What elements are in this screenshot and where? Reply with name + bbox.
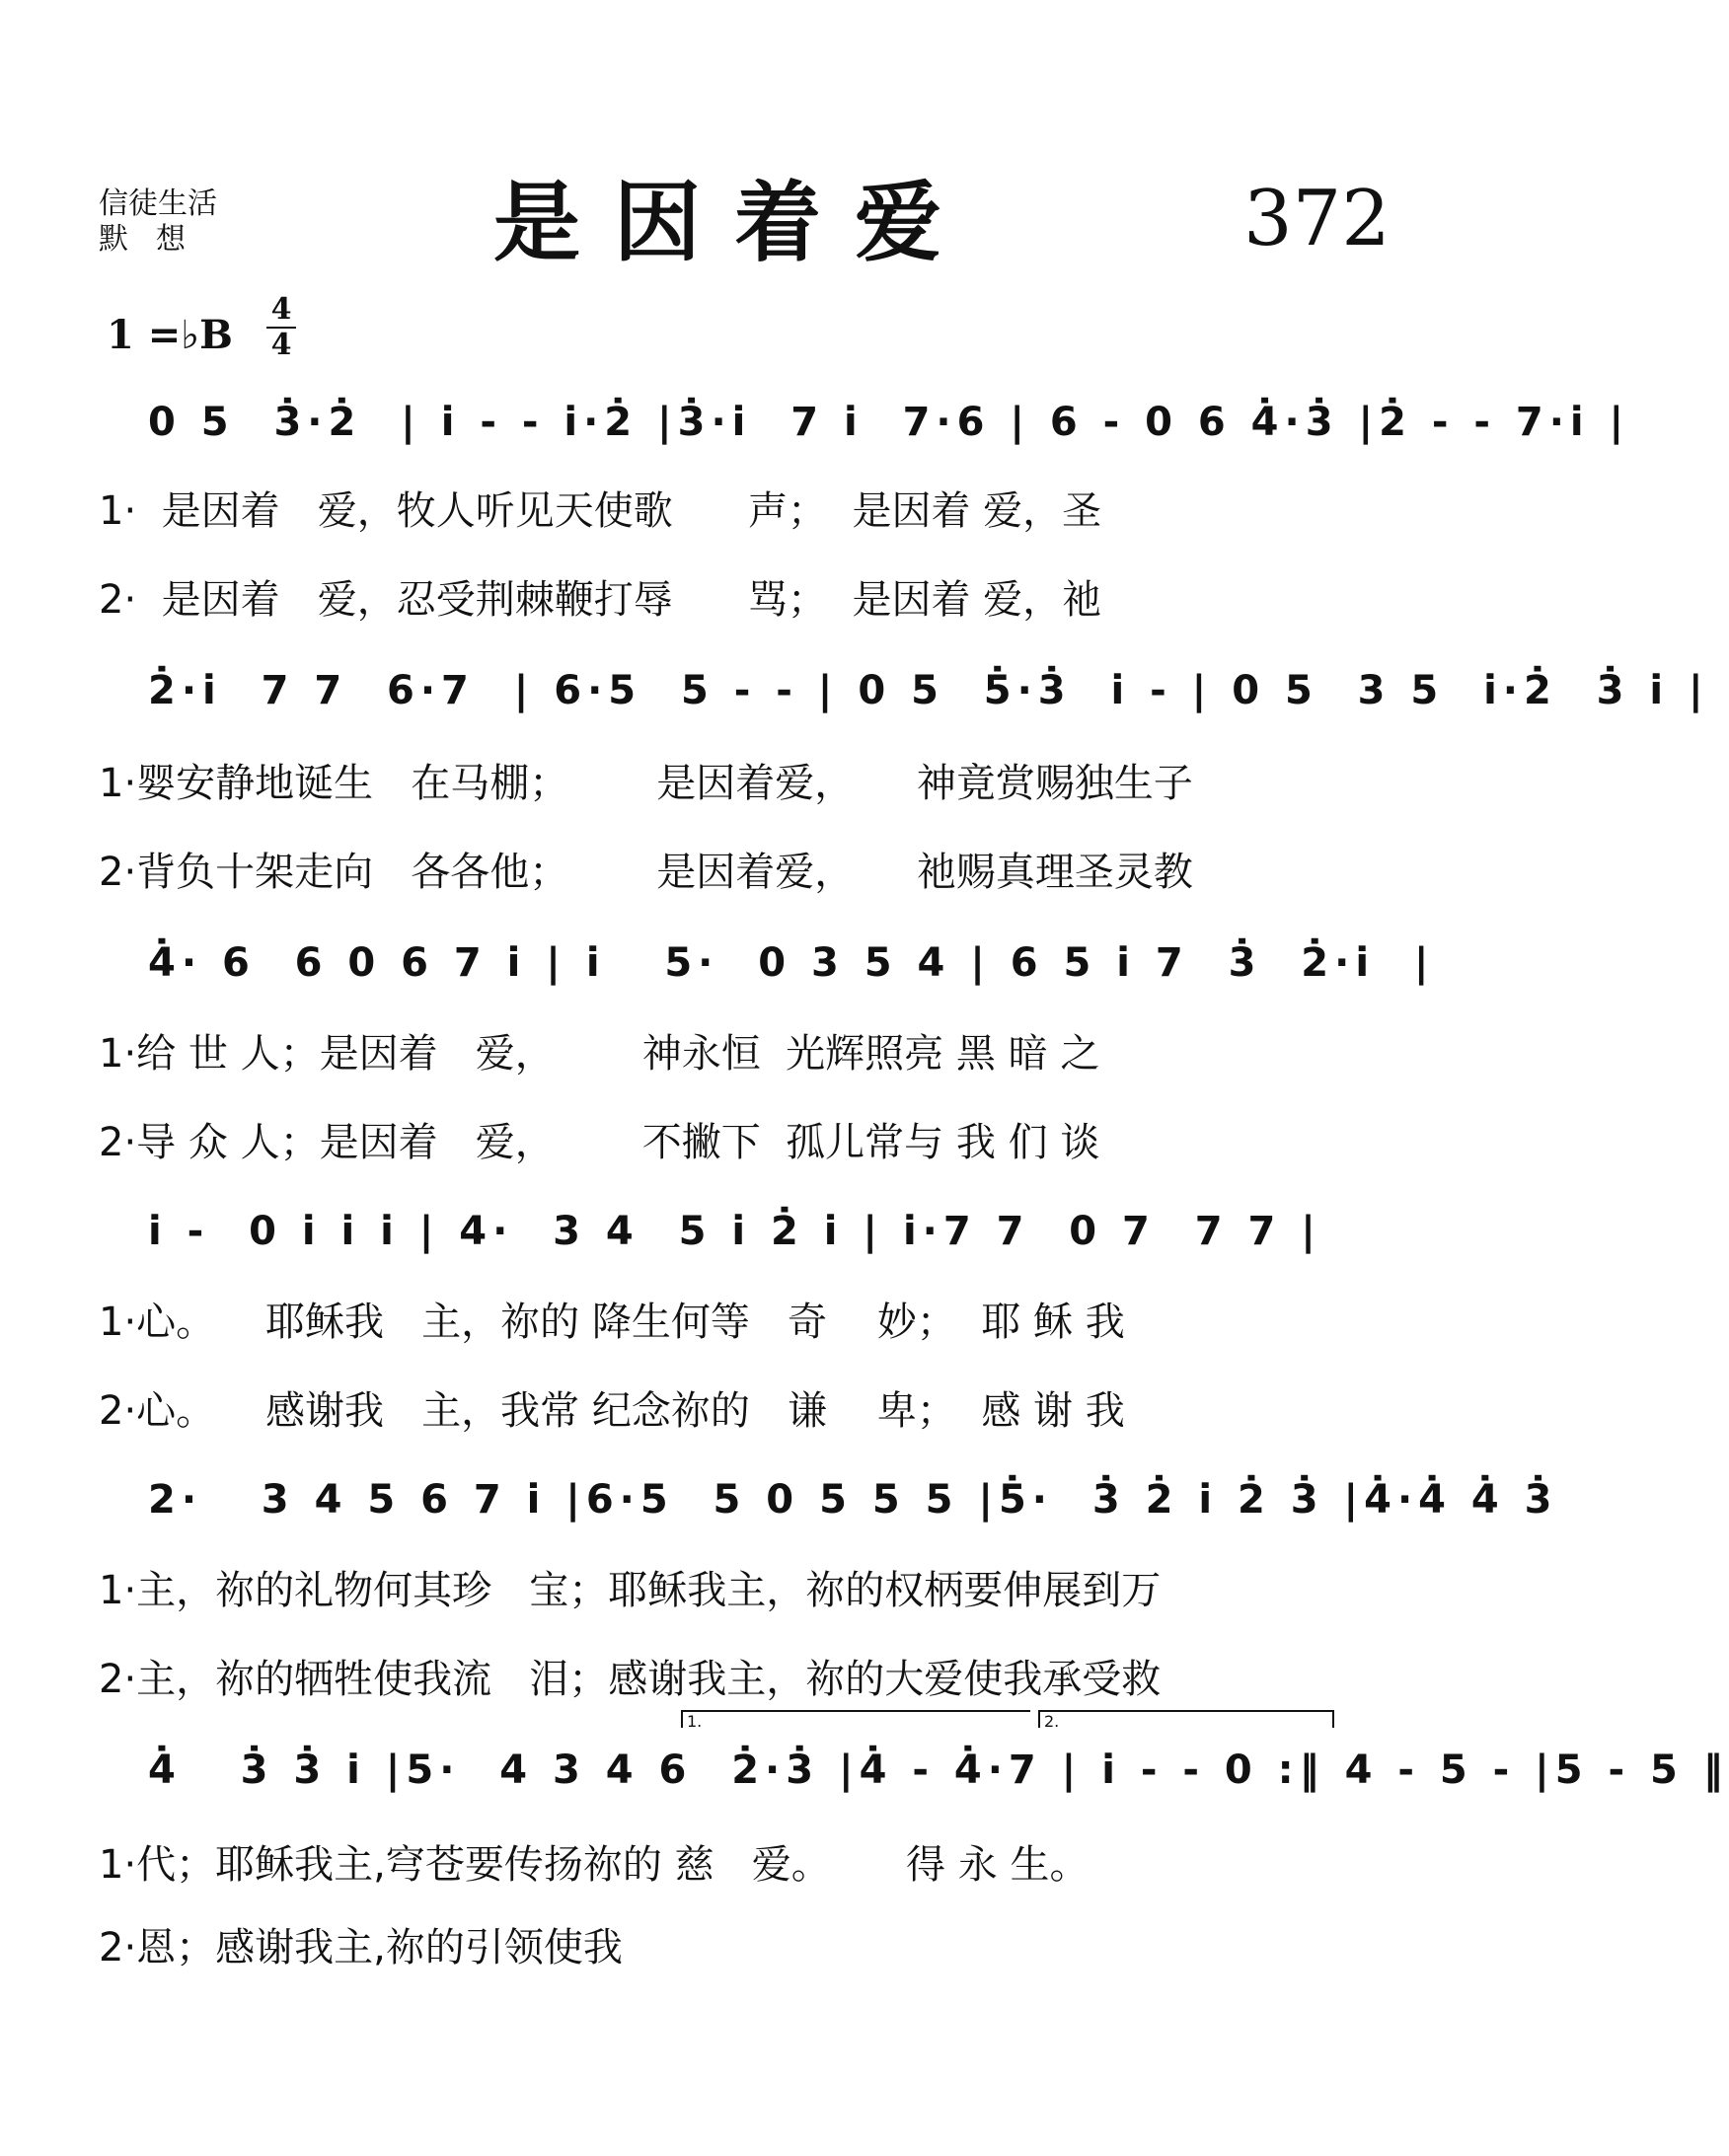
lyric-verse2-line-3: 2·导 众 人；是因着 爱， 不撇下 孤儿常与 我 们 谈: [99, 1120, 1100, 1165]
notation-line-2: 2̇·i̇ 7 7 6·7 | 6·5 5 - - | 0 5 5̇·3̇ i̇ - | 0 5 3 5 i̇·2̇ 3̇ i̇ |: [148, 668, 1709, 713]
key-signature: 1 =♭B: [107, 312, 233, 358]
lyric-verse2-line-2: 2·背负十架走向 各各他； 是因着爱， 祂赐真理圣灵教: [99, 850, 1193, 895]
lyric-verse1-line-4: 1·心。 耶稣我 主，祢的 降生何等 奇 妙； 耶 稣 我: [99, 1300, 1125, 1345]
category-label: 信徒生活: [99, 186, 217, 221]
second-ending-bracket: [1038, 1710, 1334, 1731]
time-denominator: 4: [270, 328, 292, 362]
lyric-verse1-line-1: 1· 是因着 爱，牧人听见天使歌 声； 是因着 爱，圣: [99, 488, 1102, 534]
time-numerator: 4: [270, 292, 292, 327]
notation-line-6: 4̇ 3̇ 3̇ i̇ |5· 4 3 4 6 2̇·3̇ |4̇ - 4̇·7 | i̇ - - 0 :‖ 4 - 5 - |5 - 5 ‖: [148, 1747, 1729, 1793]
lyric-verse1-line-6: 1·代；耶稣我主,穹苍要传扬祢的 慈 爱。 得 永 生。: [99, 1842, 1090, 1888]
hymn-title: 是因着爱: [493, 171, 976, 273]
volta-endings: [681, 1710, 1332, 1730]
lyric-verse2-line-1: 2· 是因着 爱，忍受荆棘鞭打辱 骂； 是因着 爱，祂: [99, 577, 1102, 623]
lyric-verse1-line-5: 1·主，祢的礼物何其珍 宝；耶稣我主，祢的权柄要伸展到万: [99, 1568, 1162, 1613]
notation-line-4: i̇ - 0 i̇ i̇ i̇ | 4· 3 4 5 i̇ 2̇ i̇ | i̇·7 7 0 7 7 7 |: [148, 1209, 1321, 1254]
lyric-verse1-line-3: 1·给 世 人；是因着 爱， 神永恒 光辉照亮 黑 暗 之: [99, 1031, 1100, 1077]
lyric-verse1-line-2: 1·婴安静地诞生 在马棚； 是因着爱， 神竟赏赐独生子: [99, 761, 1193, 806]
category-sublabel: 默想: [99, 222, 213, 257]
notation-line-1: 0 5 3̇·2̇ | i̇ - - i̇·2̇ |3̇·i̇ 7 i̇ 7·6 | 6 - 0 6 4̇·3̇ |2̇ - - 7·i̇ |: [148, 400, 1630, 445]
notation-line-5: 2· 3 4 5 6 7 i̇ |6·5 5 0 5 5 5 |5̇· 3̇ 2̇ i̇ 2̇ 3̇ |4̇·4̇ 4̇ 3̇: [148, 1477, 1558, 1523]
hymn-number: 372: [1243, 175, 1391, 263]
first-ending-bracket: [681, 1710, 1030, 1731]
lyric-verse2-line-6: 2·恩；感谢我主,祢的引领使我: [99, 1925, 623, 1970]
notation-line-3: 4̇· 6 6 0 6 7 i̇ | i̇ 5· 0 3 5 4 | 6 5 i̇ 7 3̇ 2̇·i̇ |: [148, 940, 1435, 986]
first-ending-label: 1.: [687, 1712, 703, 1731]
lyric-verse2-line-4: 2·心。 感谢我 主，我常 纪念祢的 谦 卑； 感 谢 我: [99, 1388, 1125, 1434]
time-signature: [266, 294, 296, 361]
second-ending-label: 2.: [1044, 1712, 1060, 1731]
lyric-verse2-line-5: 2·主，祢的牺牲使我流 泪；感谢我主，祢的大爱使我承受救: [99, 1657, 1162, 1702]
